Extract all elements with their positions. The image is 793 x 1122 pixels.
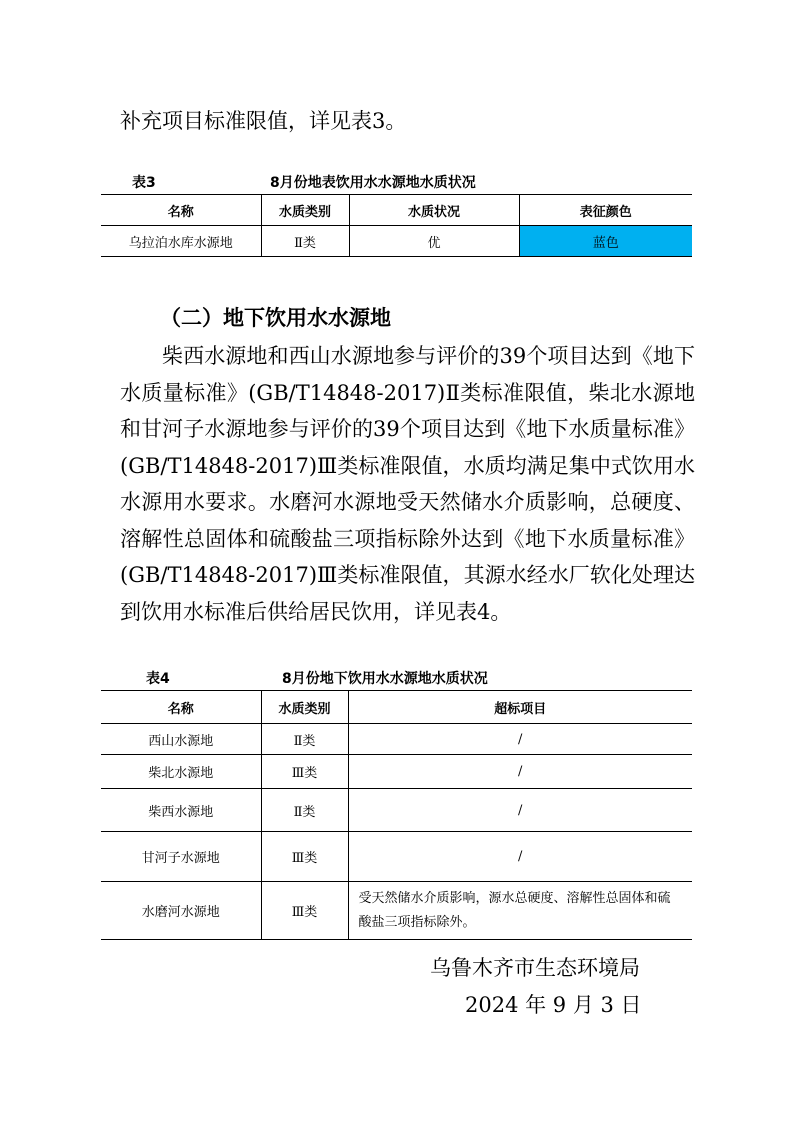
section-paragraph: 柴西水源地和西山水源地参与评价的39个项目达到《地下水质量标准》(GB/T14848-2017)Ⅱ类标准限值，柴北水源地和甘河子水源地参与评价的39个项目达到《地下水质量标准》(GB/T14848-2017)Ⅲ类标准限值，水质均满足集中式饮用水水源用水要求。水磨河水源地受天然储水介质影响，总硬度、溶解性总固体和硫酸盐三项指标除外达到《地下水质量标准》(GB/T14848-2017)Ⅲ类标准限值，其源水经水厂软化处理达到饮用水标准后供给居民饮用，详见表4。 [120,344,695,624]
signature-date: 2024 年 9 月 3 日 [465,993,642,1017]
cell-class: Ⅲ类 [261,755,348,789]
column-header: 表征颜色 [519,195,692,226]
cell-name: 水磨河水源地 [101,882,261,940]
table-row [101,882,692,940]
table3-title: 8月份地表饮用水水源地水质状况 [270,175,476,191]
cell-name: 西山水源地 [101,724,261,755]
cell-name: 乌拉泊水库水源地 [101,226,261,257]
cell-exceed: 受天然储水介质影响，源水总硬度、溶解性总固体和硫酸盐三项指标除外。 [358,890,671,930]
table-header-row [101,691,692,724]
cell-exceed: / [348,724,692,755]
section-heading: （二）地下饮用水水源地 [160,306,391,330]
table4 [101,690,692,940]
cell-exceed: / [348,832,692,882]
column-header: 水质类别 [261,691,348,724]
cell-name: 甘河子水源地 [101,832,261,882]
column-header: 名称 [101,195,261,226]
table-row [101,832,692,882]
cell-class: Ⅱ类 [261,226,349,257]
cell-name: 柴北水源地 [101,755,261,789]
table3-label: 表3 [132,175,156,191]
cell-status: 优 [349,226,519,257]
signature-org: 乌鲁木齐市生态环境局 [430,956,640,980]
cell-exceed: / [348,755,692,789]
cell-exceed: / [348,789,692,832]
column-header: 水质类别 [261,195,349,226]
table4-title: 8月份地下饮用水水源地水质状况 [282,671,488,687]
intro-text: 补充项目标准限值，详见表3。 [120,109,407,133]
table-header-row [101,195,692,226]
cell-class: Ⅱ类 [261,724,348,755]
table-row [101,789,692,832]
cell-class: Ⅲ类 [261,882,348,940]
table-row [101,724,692,755]
table-row [101,755,692,789]
cell-color: 蓝色 [519,226,692,257]
cell-class: Ⅱ类 [261,789,348,832]
table3 [101,194,692,257]
table-row [101,226,692,257]
column-header: 超标项目 [348,691,692,724]
cell-class: Ⅲ类 [261,832,348,882]
column-header: 名称 [101,691,261,724]
column-header: 水质状况 [349,195,519,226]
cell-name: 柴西水源地 [101,789,261,832]
table4-label: 表4 [146,671,170,687]
